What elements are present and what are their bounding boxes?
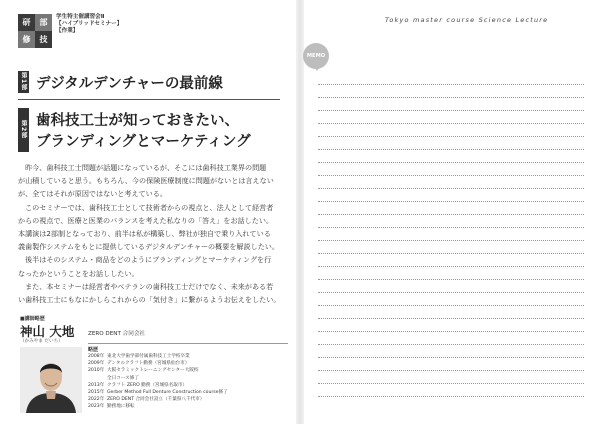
memo-line <box>318 136 584 137</box>
memo-line <box>318 162 584 163</box>
event-header <box>56 14 122 36</box>
bio-year: 2009年 <box>88 361 105 367</box>
bio-year: 2010年 <box>88 368 105 374</box>
memo-line <box>318 331 584 332</box>
badge-cell-1: 研 <box>18 14 35 31</box>
speaker-profile <box>18 313 288 418</box>
bio-row <box>88 360 228 367</box>
memo-line <box>318 253 584 254</box>
badge-cell-2: 部 <box>35 14 52 31</box>
memo-line <box>318 240 584 241</box>
body-line: また、本セミナーは経営者やベテランの歯科技工士だけでなく、未来がある若 <box>18 281 274 291</box>
memo-line <box>318 370 584 371</box>
memo-line <box>318 214 584 215</box>
memo-line <box>318 201 584 202</box>
event-header-line-2: 【ハイブリッドセミナー】 <box>56 21 123 28</box>
bio-row <box>88 396 228 403</box>
memo-line <box>318 110 584 111</box>
bio-year: 2015年 <box>88 390 105 396</box>
memo-line <box>318 383 584 384</box>
bio-text: 東北大学歯学部付属歯科技工士学校卒業 <box>107 354 190 359</box>
body-line: からの視点で、医療と医業のバランスを考えた私なりの「答え」をお話したい。 <box>18 215 274 225</box>
part1-tag: 第1部 <box>20 72 27 92</box>
speaker-portrait <box>20 347 82 413</box>
memo-line <box>318 188 584 189</box>
body-line: が山積していると思う。もちろん、今の保険医療制度に問題がないとは言えない <box>18 176 274 186</box>
part1-title: デジタルデンチャーの最前線 <box>36 75 223 92</box>
speaker-label: ■講師略歴 <box>20 316 45 322</box>
body-line: このセミナーでは、歯科技工士として技術者からの視点と、法人として経営者 <box>18 202 274 212</box>
bio-text: 全日コース修了 <box>107 375 139 381</box>
body-line: 本講演は2部制となっており、前半は私が構築し、弊社が独自で乗り入れている <box>18 229 271 239</box>
bio-row <box>88 353 228 360</box>
bio-text: ZERO DENT 合同会社設立（千葉県八千代市） <box>107 397 205 403</box>
page-gutter <box>296 0 304 424</box>
event-header-line-3: 【作業】 <box>56 28 79 35</box>
memo-line <box>318 84 584 85</box>
body-line: なったかということをお話ししたい。 <box>18 268 139 278</box>
part2-tag: 第2部 <box>18 108 29 152</box>
bio-text: デンタルクラフト勤務（宮城県仙台市） <box>107 361 190 367</box>
bio-row <box>88 403 228 410</box>
bio-divider <box>88 343 288 344</box>
memo-line <box>318 149 584 150</box>
bio-heading: 略歴 <box>88 347 99 353</box>
bio-row <box>88 382 228 389</box>
bio-list <box>88 353 228 411</box>
memo-line <box>318 266 584 267</box>
memo-line <box>318 123 584 124</box>
body-line: 義歯製作システムをもとに提供しているデジタルデンチャーの概要を解説したい。 <box>18 242 279 252</box>
bio-year: 2022年 <box>88 397 105 403</box>
speaker-name: 神山 大地 <box>20 324 75 339</box>
event-header-line-1: 学生特主催講習会Ⅱ <box>56 14 105 20</box>
memo-line <box>318 344 584 345</box>
bio-year: 2013年 <box>88 382 105 388</box>
bio-row <box>88 389 228 396</box>
running-head: Tokyo master course Science Lecture <box>385 16 549 24</box>
bio-text: クラフト ZERO 勤務（宮城県名取市） <box>107 382 188 388</box>
bio-year: 2023年 <box>88 404 105 410</box>
bio-text: Gerber Method Full Denture Construction course修了 <box>107 390 228 396</box>
body-line: い歯科技工士にもなにかしらこれからの「気付き」に繋がるようお伝えをしたい。 <box>18 295 281 305</box>
body-line: が、全てはそれが原因ではないと考えている。 <box>18 189 167 199</box>
memo-line <box>318 357 584 358</box>
memo-line <box>318 305 584 306</box>
body-line: 後半はそのシステム・商品をどのようにブランディングとマーケティングを行 <box>18 255 272 265</box>
bio-year: 2008年 <box>88 354 105 359</box>
bio-row <box>88 375 228 382</box>
memo-line <box>318 396 584 397</box>
divider <box>18 99 280 100</box>
speaker-organization: ZERO DENT 合同会社 <box>88 331 146 337</box>
left-page <box>0 0 297 424</box>
memo-line <box>318 175 584 176</box>
body-line: 昨今、歯科技工士問題が話題になっているが、そこには歯科技工業界の問題 <box>18 163 267 172</box>
memo-line <box>318 97 584 98</box>
bio-year <box>88 375 107 382</box>
memo-line <box>318 318 584 319</box>
seminar-description <box>18 161 284 306</box>
memo-writing-area <box>318 84 584 404</box>
bio-text: 勤務地に移転 <box>107 404 135 410</box>
badge-cell-3: 修 <box>18 31 35 48</box>
speaker-photo <box>20 347 82 413</box>
memo-line <box>318 279 584 280</box>
bio-text: 大阪セラミックトレーニングセンター大阪校 <box>107 368 199 374</box>
bio-row <box>88 367 228 374</box>
badge-cell-4: 技 <box>35 31 52 48</box>
section-badge <box>18 14 52 48</box>
memo-badge: MEMO <box>303 43 329 69</box>
part2-title-line-2: ブランディングとマーケティング <box>36 133 251 150</box>
memo-line <box>318 227 584 228</box>
memo-badge-tail <box>313 65 321 71</box>
memo-line <box>318 292 584 293</box>
speaker-reading: （かみやま だいち） <box>20 339 63 344</box>
part2-title-line-1: 歯科技工士が知っておきたい、 <box>36 112 239 129</box>
